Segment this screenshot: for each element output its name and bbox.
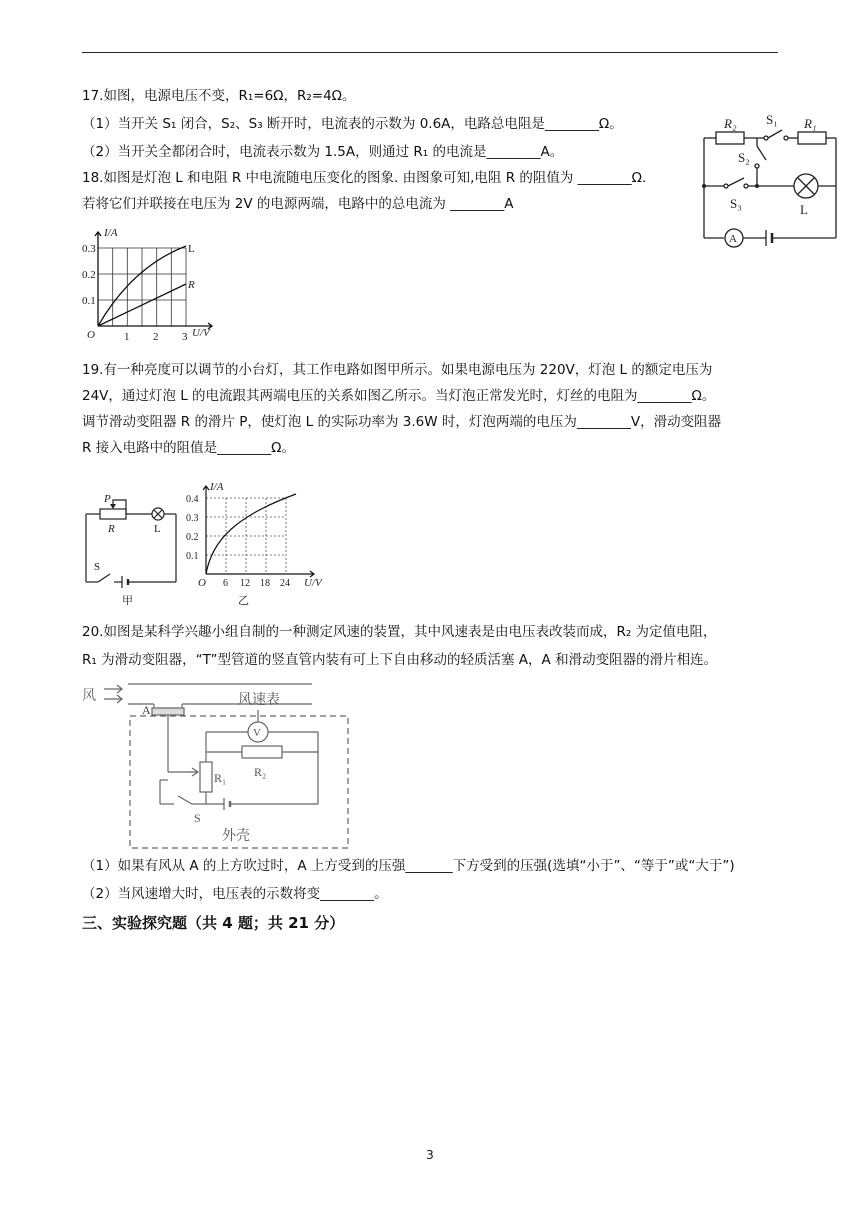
header-rule (82, 52, 778, 53)
q17-label-s3: S₃ (730, 196, 742, 211)
q19-yi-ytick: 0.2 (186, 532, 199, 543)
q17-label-s1: S₁ (766, 112, 778, 127)
q19-line4: R 接入电路中的阻值是________Ω。 (82, 440, 295, 456)
q19-jia-label-r: R (108, 523, 115, 535)
q18-xtick: 1 (124, 331, 130, 343)
q19-yi-origin: O (198, 577, 206, 589)
q19-jia-label-p: P (104, 493, 111, 505)
q17-label-r2: R₂ (724, 116, 737, 131)
q18-label-L: L (188, 243, 195, 255)
q19-iu-graph-yi (186, 480, 336, 610)
q19-yi-curve (206, 494, 296, 574)
q18-origin: O (87, 329, 95, 341)
q20-label-s: S (194, 811, 201, 825)
q17-label-ammeter: A (729, 233, 737, 245)
q19-yi-ytick: 0.4 (186, 494, 199, 505)
q19-line3: 调节滑动变阻器 R 的滑片 P，使灯泡 L 的实际功率为 3.6W 时，灯泡两端的电压为________V，滑动变阻器 (82, 414, 722, 430)
q19-line1: 19.有一种亮度可以调节的小台灯，其工作电路如图甲所示。如果电源电压为 220V，灯泡 L 的额定电压为 (82, 362, 713, 378)
q18-ytick: 0.2 (82, 269, 96, 281)
q17-label-r1: R₁ (804, 116, 817, 131)
q20-label-v: V (253, 727, 261, 739)
q20-label-r2: R₂ (254, 765, 267, 779)
q19-line2: 24V，通过灯泡 L 的电流跟其两端电压的关系如图乙所示。当灯泡正常发光时，灯丝的电阻为________Ω。 (82, 388, 716, 404)
q20-label-piston: A (142, 703, 151, 717)
q20-wind-speed-device (82, 680, 362, 852)
q17-label-lamp: L (800, 202, 808, 217)
q20-label-meter: 风速表 (238, 692, 280, 708)
q19-yi-ytick: 0.3 (186, 513, 199, 524)
q19-yi-ylabel: I/A (210, 481, 224, 493)
q17-part2: （2）当开关全都闭合时，电流表示数为 1.5A，则通过 R₁ 的电流是________A。 (82, 144, 564, 160)
q19-jia-label-l: L (154, 523, 161, 535)
q20-line2: R₁ 为滑动变阻器，“T”型管道的竖直管内装有可上下自由移动的轻质活塞 A，A 和滑动变阻器的滑片相连。 (82, 652, 718, 668)
q19-yi-ytick: 0.1 (186, 551, 199, 562)
section-heading-experiments: 三、实验探究题（共 4 题；共 21 分） (82, 914, 345, 932)
q18-line1: 18.如图是灯泡 L 和电阻 R 中电流随电压变化的图象. 由图象可知,电阻 R 的阻值为 ________Ω. (82, 170, 647, 186)
q18-xtick: 3 (182, 331, 188, 343)
q19-yi-xtick: 18 (260, 578, 270, 589)
q19-jia-caption: 甲 (122, 594, 133, 607)
q17-part1: （1）当开关 S₁ 闭合，S₂、S₃ 断开时，电流表的示数为 0.6A，电路总电阻是________Ω。 (82, 116, 623, 132)
q18-ylabel: I/A (104, 227, 118, 239)
q18-xlabel: U/V (192, 327, 210, 339)
q20-part2: （2）当风速增大时，电压表的示数将变________。 (82, 886, 388, 902)
q18-xtick: 2 (153, 331, 159, 343)
q18-line2: 若将它们并联接在电压为 2V 的电源两端，电路中的总电流为 ________A (82, 196, 514, 212)
q19-yi-xlabel: U/V (304, 577, 322, 589)
q17-circuit-diagram (694, 108, 844, 248)
q20-label-shell: 外壳 (222, 828, 250, 844)
q20-label-wind: 风 (82, 688, 96, 704)
q19-yi-caption: 乙 (238, 594, 249, 607)
q17-label-s2: S₂ (738, 150, 750, 165)
q18-iu-graph (82, 222, 222, 346)
q18-ytick: 0.1 (82, 295, 96, 307)
page-number: 3 (426, 1148, 434, 1162)
q19-circuit-jia (82, 490, 182, 610)
q20-part1: （1）如果有风从 A 的上方吹过时，A 上方受到的压强_______下方受到的压强(选填“小于”、“等于”或“大于”) (82, 858, 735, 874)
q20-label-r1: R₁ (214, 771, 227, 785)
q18-label-R: R (188, 279, 195, 291)
q20-line1: 20.如图是某科学兴趣小组自制的一种测定风速的装置，其中风速表是由电压表改装而成，R₂ 为定值电阻， (82, 624, 717, 640)
q17-stem: 17.如图，电源电压不变，R₁=6Ω，R₂=4Ω。 (82, 88, 356, 104)
q19-yi-xtick: 12 (240, 578, 250, 589)
q18-ytick: 0.3 (82, 243, 96, 255)
q19-jia-label-s: S (94, 561, 101, 573)
q19-yi-xtick: 24 (280, 578, 290, 589)
q19-yi-xtick: 6 (223, 578, 228, 589)
